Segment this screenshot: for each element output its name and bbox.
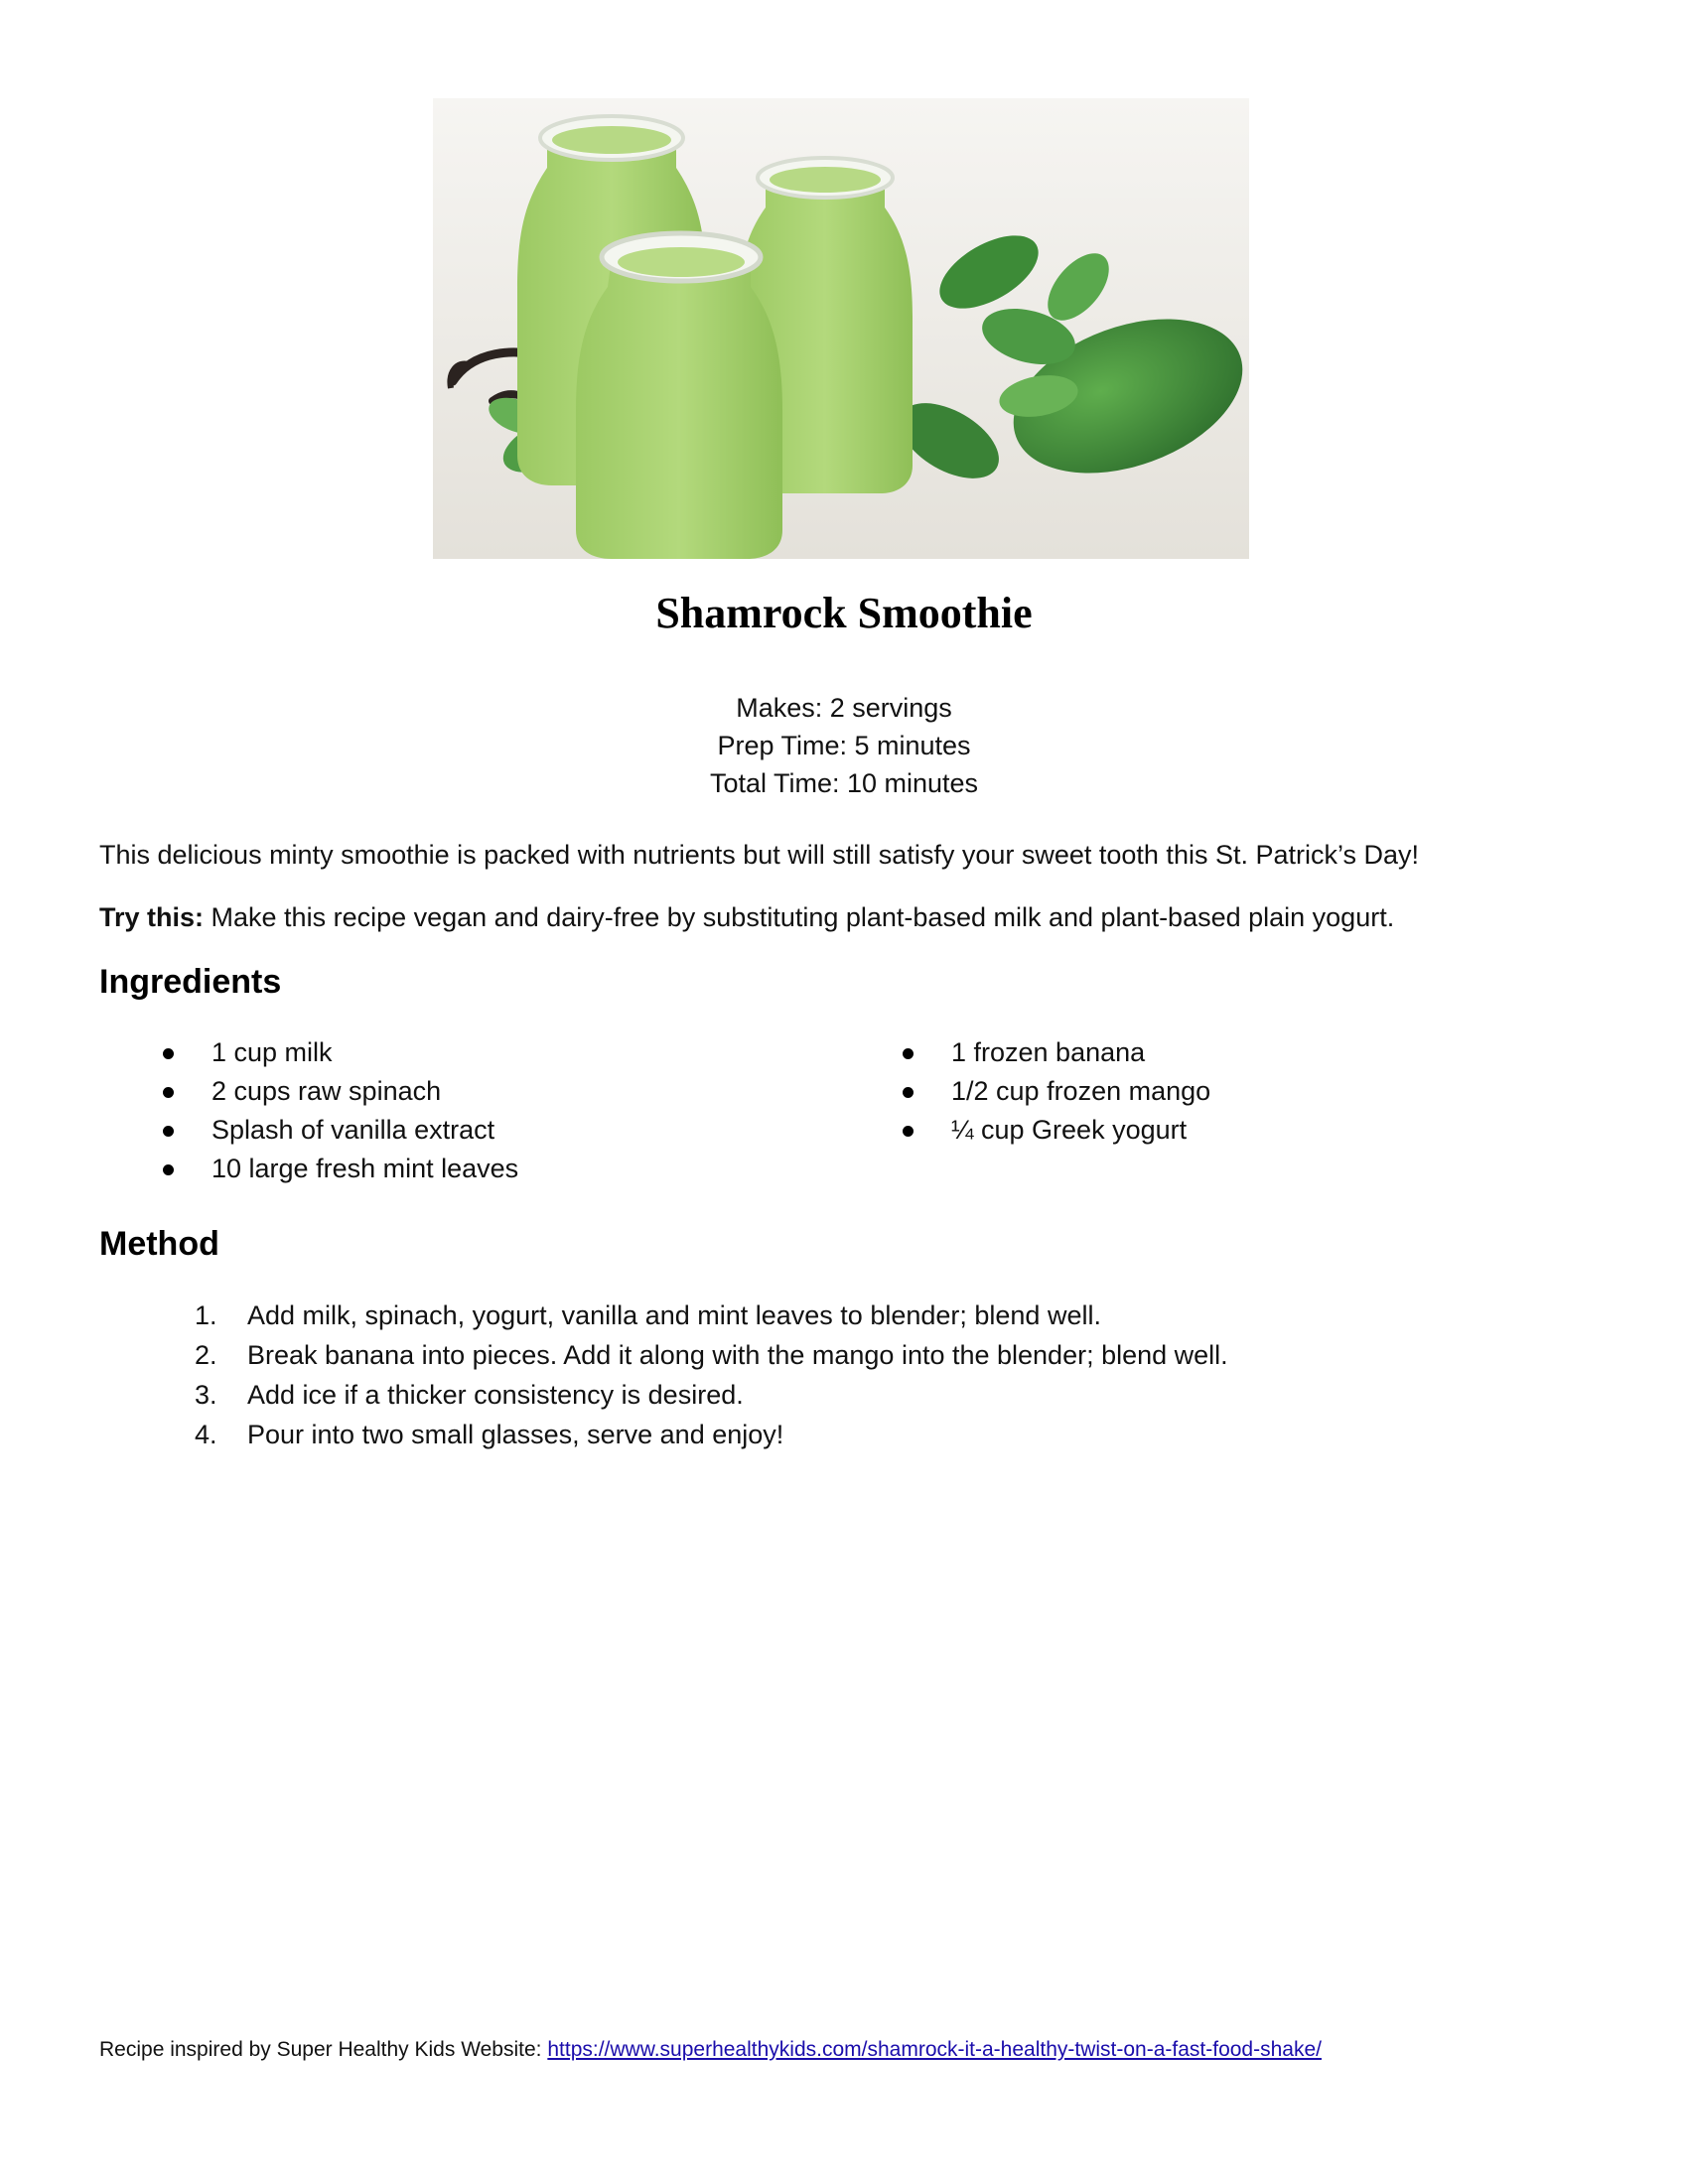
servings-text: Makes: 2 servings	[736, 693, 952, 723]
bullet-icon	[903, 1048, 914, 1059]
try-this-label: Try this:	[99, 902, 205, 932]
bullet-icon	[163, 1164, 174, 1175]
recipe-title: Shamrock Smoothie	[655, 589, 1033, 637]
ingredient-text: 10 large fresh mint leaves	[211, 1154, 519, 1183]
bullet-icon	[903, 1126, 914, 1137]
footer-prefix: Recipe inspired by Super Healthy Kids Website:	[99, 2038, 548, 2061]
list-item	[159, 1033, 518, 1072]
step-text: Break banana into pieces. Add it along with the mango into the blender; blend well.	[247, 1340, 1228, 1370]
ingredients-heading: Ingredients	[99, 963, 282, 1001]
method-step	[195, 1375, 1228, 1415]
bullet-icon	[163, 1126, 174, 1137]
method-step	[195, 1335, 1228, 1375]
step-text: Pour into two small glasses, serve and enjoy!	[247, 1420, 784, 1449]
source-link[interactable]: https://www.superhealthykids.com/shamrock-it-a-healthy-twist-on-a-fast-food-shake/	[547, 2038, 1322, 2061]
try-this-text: Make this recipe vegan and dairy-free by substituting plant-based milk and plant-based plain yogurt.	[204, 902, 1395, 932]
ingredient-text: Splash of vanilla extract	[211, 1115, 495, 1145]
try-this-tip	[99, 898, 1609, 936]
list-item	[899, 1111, 1210, 1150]
ingredient-text: 2 cups raw spinach	[211, 1076, 442, 1106]
ingredient-text: 1/2 cup frozen mango	[951, 1076, 1211, 1106]
prep-time-text: Prep Time: 5 minutes	[717, 731, 971, 760]
bullet-icon	[163, 1048, 174, 1059]
smoothie-photo-illustration	[433, 98, 1249, 559]
bullet-icon	[903, 1087, 914, 1098]
method-heading: Method	[99, 1225, 219, 1263]
list-item	[159, 1150, 518, 1188]
list-item	[159, 1111, 518, 1150]
recipe-meta	[0, 689, 1688, 802]
step-number: 4.	[195, 1420, 217, 1449]
step-text: Add ice if a thicker consistency is desired.	[247, 1380, 744, 1410]
total-time-text: Total Time: 10 minutes	[709, 768, 979, 798]
ingredient-text: ¼ cup Greek yogurt	[951, 1115, 1188, 1145]
step-number: 1.	[195, 1300, 217, 1330]
recipe-intro: This delicious minty smoothie is packed with nutrients but will still satisfy your sweet tooth this St. Patrick’s Day!	[99, 840, 1420, 870]
method-step	[195, 1296, 1228, 1335]
ingredient-text: 1 cup milk	[211, 1037, 333, 1067]
method-steps	[195, 1296, 1228, 1454]
list-item	[899, 1033, 1210, 1072]
ingredient-text: 1 frozen banana	[951, 1037, 1146, 1067]
step-number: 3.	[195, 1380, 217, 1410]
recipe-source-footer	[99, 2036, 1322, 2064]
ingredients-list-right	[899, 1033, 1210, 1150]
smoothie-photo	[433, 98, 1249, 559]
step-text: Add milk, spinach, yogurt, vanilla and mint leaves to blender; blend well.	[247, 1300, 1101, 1330]
list-item	[899, 1072, 1210, 1111]
method-step	[195, 1415, 1228, 1454]
bullet-icon	[163, 1087, 174, 1098]
ingredients-list-left	[159, 1033, 518, 1188]
list-item	[159, 1072, 518, 1111]
step-number: 2.	[195, 1340, 217, 1370]
